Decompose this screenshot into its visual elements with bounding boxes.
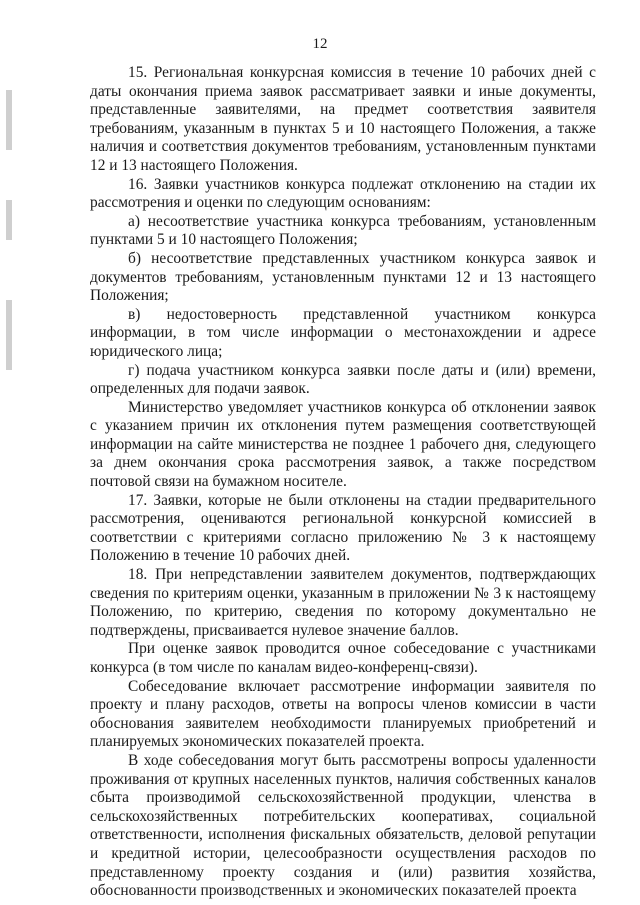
left-margin-stamp [6,200,12,240]
paragraph-16-a: а) несоответствие участника конкурса требованиям, установленным пунктами 5 и 10 настоящего Положения; [90,212,596,249]
paragraph-16-b: б) несоответствие представленных участником конкурса заявок и документов требованиям, установленным пунктами 12 и 13 настоящего Положения; [90,249,596,305]
page-number: 12 [312,36,328,52]
left-margin-stamp [6,300,12,370]
paragraph-interview: При оценке заявок проводится очное собеседование с участниками конкурса (в том числе по каналам видео-конференц-связи). [90,640,596,676]
paragraph-16-v: в) недостоверность представленной участником конкурса информации, в том числе информации о местонахождении и адресе юридического лица; [90,305,596,360]
paragraph-17: 17. Заявки, которые не были отклонены на стадии предварительного рассмотрения, оцениваются региональной конкурсной комиссией в соответствии с критериями согласно приложению № 3 к настоящему Положению в течение 10 рабочих дней. [90,491,596,565]
paragraph-interview-questions: В ходе собеседования могут быть рассмотрены вопросы удаленности проживания от крупных населенных пунктов, наличия собственных каналов сбыта производимой сельскохозяйственной продукции, членства в сельскохозяйственных потребительских кооперативах, социальной ответственности, исполнения фискальных обязательств, деловой репутации и кредитной истории, целесообразности осуществления расходов по представленному проекту создания и (или) развития хозяйства, обоснованности производственных и экономических показателей проекта [90,751,596,900]
paragraph-15: 15. Региональная конкурсная комиссия в течение 10 рабочих дней с даты окончания приема заявок рассматривает заявки и иные документы, представленные заявителями, на предмет соответствия заявителя требованиям, указанным в пунктах 5 и 10 настоящего Положения, а также наличия и соответствия документов требованиям, установленным пунктами 12 и 13 настоящего Положения. [90,64,596,174]
paragraph-16: 16. Заявки участников конкурса подлежат отклонению на стадии их рассмотрения и оценки по следующим основаниям: [90,175,596,212]
paragraph-interview-content: Собеседование включает рассмотрение информации заявителя по проекту и плану расходов, ответы на вопросы членов комиссии в части обоснования заявителем необходимости планируемых приобретений и планируемых экономических показателей проекта. [90,677,596,751]
paragraph-16-g: г) подача участником конкурса заявки после даты и (или) времени, определенных для подачи заявок. [90,361,596,398]
paragraph-18: 18. При непредставлении заявителем документов, подтверждающих сведения по критериям оценки, указанным в приложении № 3 к настоящему Положению, по критерию, сведения по которому документально не подтверждены, присваивается нулевое значение баллов. [90,566,596,639]
left-margin-stamp [6,90,12,150]
document-body [90,64,596,901]
paragraph-ministry-notice: Министерство уведомляет участников конкурса об отклонении заявок с указанием причин их отклонения путем размещения соответствующей информации на сайте министерства не позднее 1 рабочего дня, следующего за днем окончания срока рассмотрения заявок, а также посредством почтовой связи на бумажном носителе. [90,398,596,491]
